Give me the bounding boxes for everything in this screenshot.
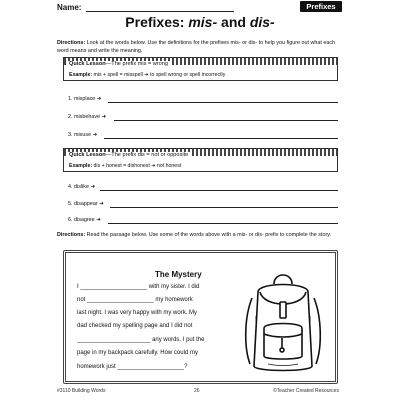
story-line: homework just ____________________? (77, 364, 188, 370)
word-item: 5. disappear ➜ (68, 201, 104, 207)
quick-lesson-dis: Quick Lesson—The prefix dis = not or opposite Example: dis + honest = dishonest ➜ not honest (63, 148, 338, 172)
story-line: last night. I was very happy with my work. My (77, 310, 198, 316)
story-line: page in my backpack carefully. How could my (77, 350, 198, 356)
footer-left: #3110 Building Words (57, 388, 106, 394)
answer-line[interactable] (100, 190, 338, 191)
page-title: Prefixes: mis- and dis- (125, 14, 275, 30)
word-item: 2. misbehave ➜ (68, 114, 107, 120)
word-item: 1. misplace ➜ (68, 96, 102, 102)
answer-line[interactable] (114, 120, 338, 121)
directions-2: Directions: Read the passage below. Use some of the words above with a mis- or dis- prefix to complete the story. (57, 232, 332, 238)
page-number: 26 (194, 388, 200, 394)
name-label: Name: (57, 3, 82, 12)
answer-line[interactable] (108, 223, 338, 224)
directions-1: Directions: Look at the words below. Use the definitions for the prefixes mis- or dis- to help you figure out what each word means and write the meaning. (57, 40, 336, 54)
footer-right: ©Teacher Created Resources (273, 388, 339, 394)
story-line: not ____________________ my homework (77, 297, 193, 303)
prefixes-badge: Prefixes (300, 1, 342, 12)
backpack-icon (242, 268, 324, 376)
story-line: dad checked my spelling page and I did not (77, 323, 193, 329)
word-item: 6. disagree ➜ (68, 217, 101, 223)
story-title: The Mystery (155, 270, 202, 279)
answer-line[interactable] (104, 138, 338, 139)
story-line: I ____________________ with my sister. I did (77, 284, 200, 290)
answer-line[interactable] (108, 102, 338, 103)
answer-line[interactable] (110, 207, 338, 208)
name-line (86, 11, 234, 12)
quick-lesson-mis: Quick Lesson—The prefix mis = wrong Example: mis + spell = misspell ➜ to spell wrong or spell incorrectly (63, 57, 338, 81)
word-item: 3. misuse ➜ (68, 132, 98, 138)
word-item: 4. dislike ➜ (68, 184, 95, 190)
story-line: ______________________ any words. I put the (77, 337, 205, 343)
